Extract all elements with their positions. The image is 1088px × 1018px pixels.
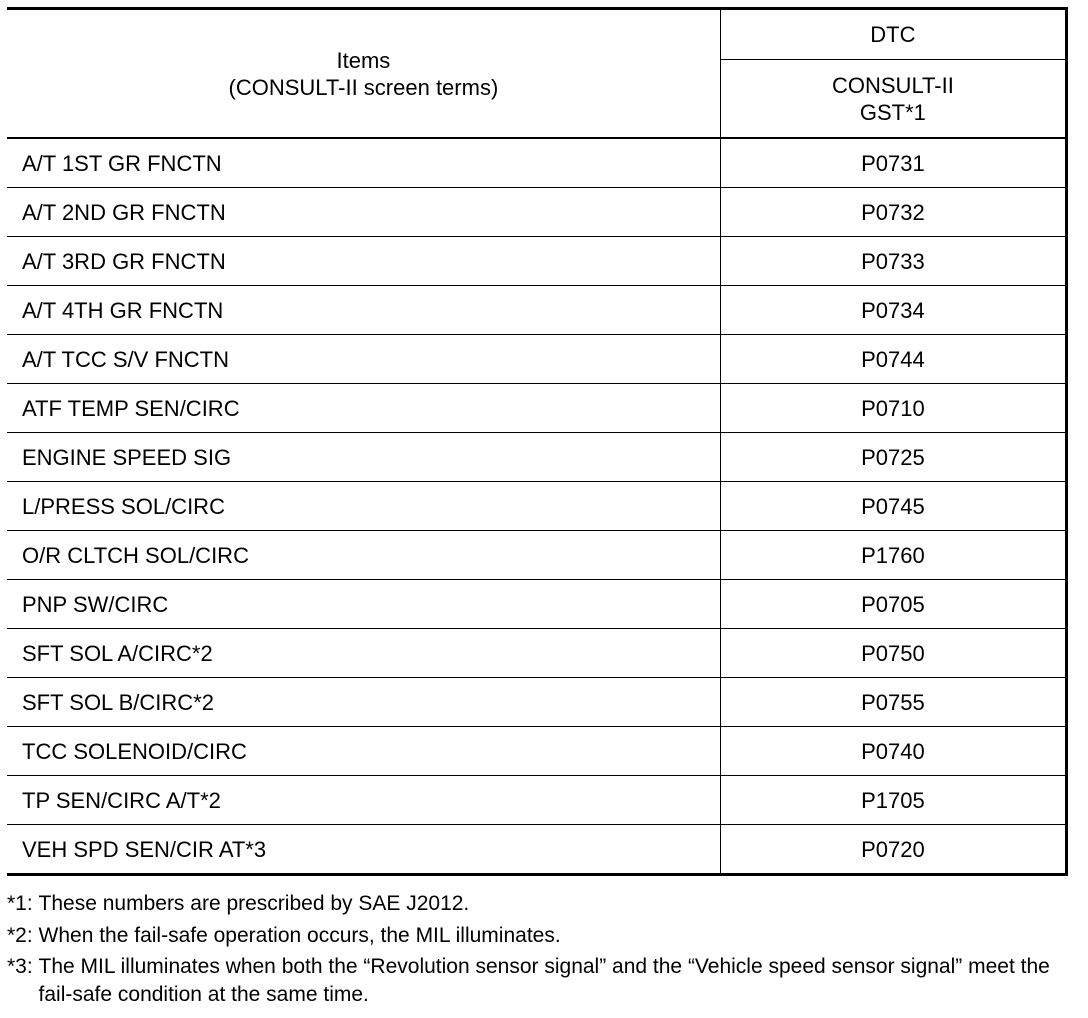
consult-label: CONSULT-II	[832, 72, 954, 98]
dtc-cell: P0725	[720, 433, 1066, 482]
item-cell: ATF TEMP SEN/CIRC	[7, 384, 720, 433]
item-cell: O/R CLTCH SOL/CIRC	[7, 531, 720, 580]
table-row	[7, 776, 1067, 825]
table-row	[7, 825, 1067, 875]
dtc-cell: P0705	[720, 580, 1066, 629]
dtc-table	[7, 7, 1068, 876]
table-row	[7, 678, 1067, 727]
table-row	[7, 482, 1067, 531]
footnote	[7, 920, 1067, 952]
item-cell: A/T 2ND GR FNCTN	[7, 188, 720, 237]
item-cell: SFT SOL A/CIRC*2	[7, 629, 720, 678]
dtc-subheader	[720, 60, 1066, 139]
dtc-cell: P0744	[720, 335, 1066, 384]
footnote-text: These numbers are prescribed by SAE J2012.	[38, 892, 470, 915]
table-row	[7, 138, 1067, 188]
table-header-row	[7, 9, 1067, 60]
footnotes	[7, 888, 1067, 1009]
dtc-cell: P0733	[720, 237, 1066, 286]
table-row	[7, 629, 1067, 678]
dtc-cell: P0710	[720, 384, 1066, 433]
dtc-cell: P1760	[720, 531, 1066, 580]
dtc-cell: P0745	[720, 482, 1066, 531]
table-row	[7, 335, 1067, 384]
dtc-header: DTC	[720, 9, 1066, 60]
item-cell: VEH SPD SEN/CIR AT*3	[7, 825, 720, 875]
item-cell: TP SEN/CIRC A/T*2	[7, 776, 720, 825]
dtc-cell: P0732	[720, 188, 1066, 237]
dtc-cell: P0755	[720, 678, 1066, 727]
table-row	[7, 580, 1067, 629]
dtc-cell: P0720	[720, 825, 1066, 875]
table-row	[7, 384, 1067, 433]
item-cell: PNP SW/CIRC	[7, 580, 720, 629]
footnote-marker: *3:	[7, 955, 39, 978]
item-cell: A/T 4TH GR FNCTN	[7, 286, 720, 335]
footnote-marker: *2:	[7, 923, 39, 947]
footnote	[7, 951, 1067, 1009]
item-cell: L/PRESS SOL/CIRC	[7, 482, 720, 531]
item-cell: A/T 3RD GR FNCTN	[7, 237, 720, 286]
items-header-subtitle: (CONSULT-II screen terms)	[228, 74, 499, 100]
item-cell: A/T TCC S/V FNCTN	[7, 335, 720, 384]
table-row	[7, 188, 1067, 237]
table-row	[7, 286, 1067, 335]
dtc-cell: P0750	[720, 629, 1066, 678]
table-row	[7, 531, 1067, 580]
footnote	[7, 888, 1067, 920]
item-cell: SFT SOL B/CIRC*2	[7, 678, 720, 727]
item-cell: TCC SOLENOID/CIRC	[7, 727, 720, 776]
item-cell: ENGINE SPEED SIG	[7, 433, 720, 482]
dtc-cell: P1705	[720, 776, 1066, 825]
dtc-cell: P0731	[720, 138, 1066, 188]
table-row	[7, 433, 1067, 482]
footnote-text: When the fail-safe operation occurs, the MIL illuminates.	[38, 923, 561, 947]
dtc-cell: P0740	[720, 727, 1066, 776]
item-cell: A/T 1ST GR FNCTN	[7, 138, 720, 188]
footnote-text: The MIL illuminates when both the “Revolution sensor signal” and the “Vehicle speed sensor signal” meet the fail-safe condition at the same time.	[38, 955, 1050, 1006]
table-row	[7, 727, 1067, 776]
gst-label: GST*1	[859, 99, 926, 125]
table-row	[7, 237, 1067, 286]
footnote-marker: *1:	[7, 892, 39, 915]
items-header-title: Items	[336, 47, 391, 73]
dtc-cell: P0734	[720, 286, 1066, 335]
items-header	[7, 9, 720, 139]
